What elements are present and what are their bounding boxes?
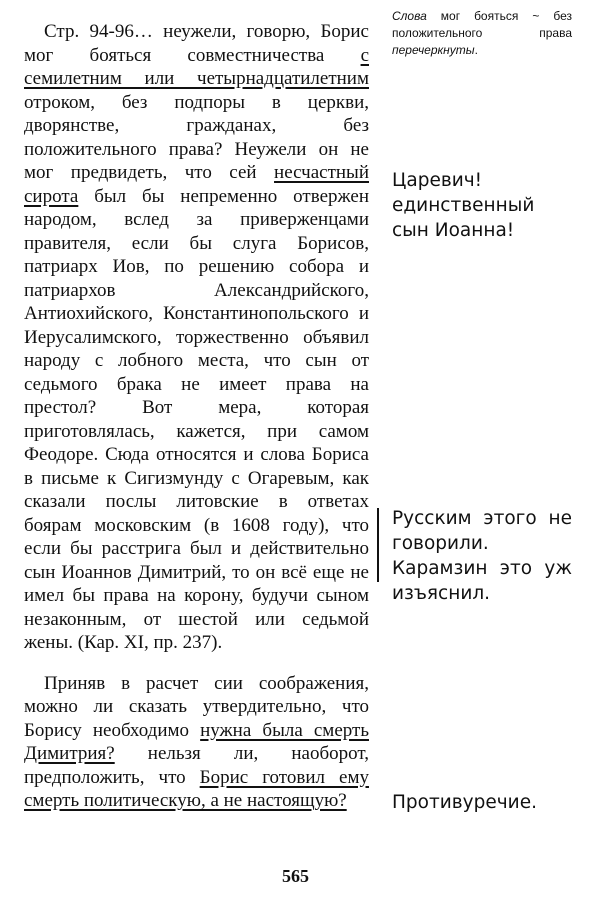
underlined-phrase: с семилетним или четырнадцатилетним xyxy=(24,44,369,89)
paragraph-2 xyxy=(24,672,369,813)
text-span: был бы непременно отвержен народом, вслед за приверженцами правителя, если бы слуга Борисов, патриарх Иов, по решению собора и патриархов Александрийского, Антиохийского, Константинопольского и Иерусалимского, торжественно объявил народу с лобного места, что сын от седьмого брака не имеет права на престол? Вот мера, которая приготовлялась, кажется, при самом Феодоре. Сюда относятся и слова Бориса в письме к Сигизмунду с Огаревым, как сказали послы литовские в ответах боярам московским (в 1608 году), что если бы расстрига был и действительно сын Иоаннов Димитрий, то он всё еще не имел бы права на корону, будучи сыном незаконным, от шестой или седьмой жены. (Кар. XI, пр. 237). xyxy=(24,185,369,653)
text-span: Стр. 94-96… неужели, говорю, Борис мог бояться совместничества xyxy=(24,21,369,66)
note-italic: Слова xyxy=(392,9,427,23)
page-number: 565 xyxy=(282,866,309,886)
paragraph-1 xyxy=(24,20,369,655)
margin-mark-line xyxy=(377,508,379,582)
text-span: Приняв в расчет сии соображения, можно ли сказать утвердительно, что Борису необходимо xyxy=(24,672,369,741)
note-text: мог бояться ~ без положительного права xyxy=(392,9,572,40)
margin-note-4: Противуречие. xyxy=(392,792,537,813)
margin-note-2: Царевич! единственный сын Иоанна! xyxy=(392,170,535,241)
margin-note-1 xyxy=(392,8,572,59)
note-text: . xyxy=(474,43,478,57)
margin-note-3: Русским этого не говорили. Карамзин это уж изъяснил. xyxy=(392,508,572,604)
text-span: нельзя ли, наоборот, предположить, что xyxy=(24,743,369,788)
note-italic: перечеркнуты xyxy=(392,43,475,57)
main-text-column xyxy=(24,20,369,813)
underlined-phrase: несчастный сирота xyxy=(24,162,369,207)
text-span: отроком, без подпоры в церкви, дворянстве, гражданах, без положительного права? Неужели он не мог предвидеть, что сей xyxy=(24,91,369,183)
underlined-phrase: нужна была смерть Димитрия? xyxy=(24,719,369,764)
underlined-phrase: Борис готовил ему смерть политическую, а не настоящую? xyxy=(24,766,369,811)
